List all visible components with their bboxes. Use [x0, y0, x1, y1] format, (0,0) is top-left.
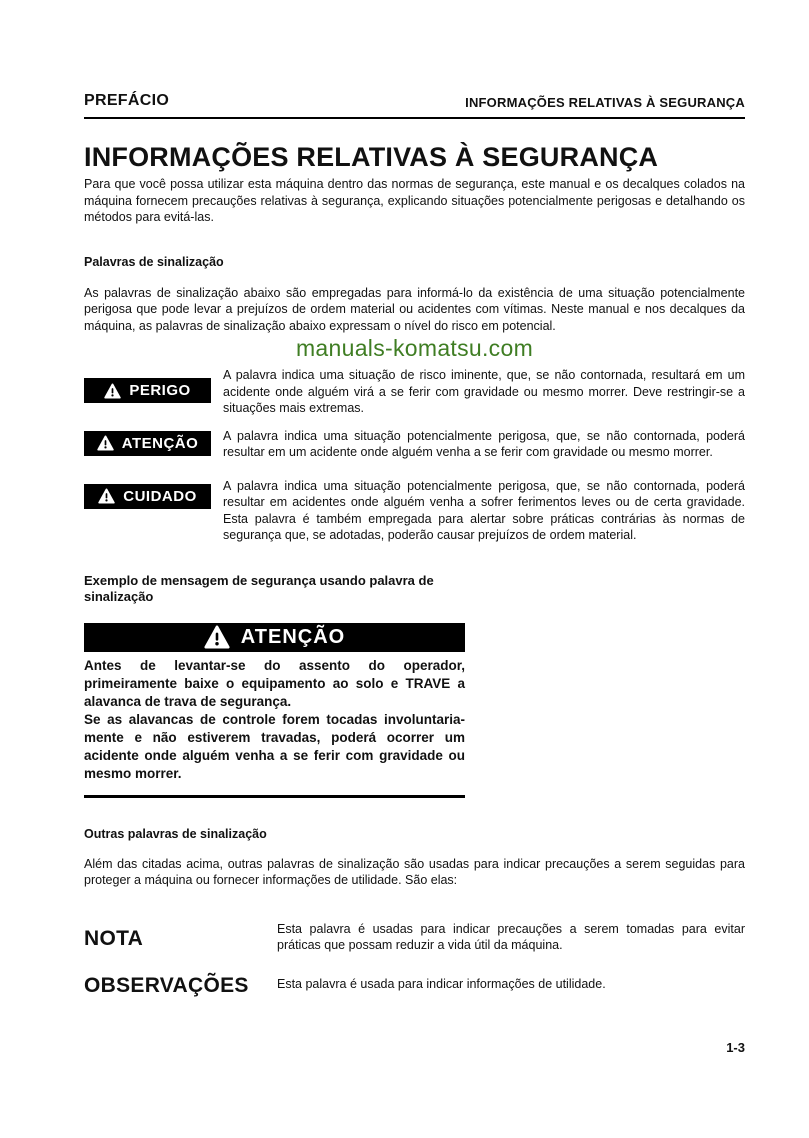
atencao-label-box — [84, 431, 211, 456]
warning-triangle-icon — [98, 488, 115, 504]
observacoes-description: Esta palavra é usada para indicar informações de utilidade. — [277, 976, 606, 991]
other-words-paragraph: Além das citadas acima, outras palavras de sinalização são usadas para indicar precauções a serem seguidas para proteger a máquina ou fornecer informações de utilidade. São elas: — [84, 856, 745, 887]
cuidado-label: CUIDADO — [123, 487, 197, 505]
example-paragraph: Antes de levantar-se do assento do operador, primeiramente baixe o equipamento ao solo e TRAVE a alavanca de trava de segurança. — [84, 657, 465, 709]
warning-triangle-icon — [104, 383, 121, 399]
atencao-description: A palavra indica uma situação potencialmente perigosa, que, se não contornada, poderá resultar em um acidente onde alguém venha a se ferir com gravidade ou mesmo morrer. — [223, 428, 745, 459]
example-warning-text — [84, 657, 465, 783]
cuidado-description: A palavra indica uma situação potencialmente perigosa, que, se não contornada, poderá resultar em acidentes onde alguém venha a sofrer ferimentos leves ou de certa gravidade. Esta palavra é também empregada para alertar sobre práticas contrárias às normas de segurança que, se adotadas, poderão causar prejuízos de ordem material. — [223, 478, 745, 542]
other-words-heading: Outras palavras de sinalização — [84, 826, 267, 841]
perigo-description: A palavra indica uma situação de risco iminente, que, se não contornada, resultará em um acidente onde alguém virá a se ferir com gravidade ou mesmo morrer. Deve restringir-se a situações mais extremas. — [223, 368, 745, 415]
page-number: 1-3 — [726, 1040, 745, 1055]
nota-description: Esta palavra é usadas para indicar precauções a serem tomadas para evitar práticas que possam reduzir a vida útil da máquina. — [277, 921, 745, 952]
warning-triangle-icon — [204, 625, 230, 649]
signal-word-row-cuidado — [84, 478, 745, 544]
header-section-title: PREFÁCIO — [84, 92, 170, 109]
header-chapter-title: INFORMAÇÕES RELATIVAS À SEGURANÇA — [465, 95, 745, 110]
signal-words-heading: Palavras de sinalização — [84, 254, 224, 269]
observacoes-label: OBSERVAÇÕES — [84, 973, 249, 997]
manual-page — [84, 92, 745, 998]
example-paragraph: Se as alavancas de controle forem tocadas involuntaria-mente e não estiverem travadas, poderá ocorrer um acidente onde alguém venha a se ferir com gravidade ou mesmo morrer. — [84, 711, 465, 781]
atencao-label: ATENÇÃO — [121, 434, 199, 452]
intro-paragraph: Para que você possa utilizar esta máquina dentro das normas de segurança, este manual e os decalques colados na máquina fornecem precauções relativas à segurança, explicando situações potencialmente perigosas e detalhando os métodos para evitá-las. — [84, 177, 745, 224]
running-header — [84, 92, 745, 119]
example-banner-label: ATENÇÃO — [240, 625, 346, 648]
page-title: INFORMAÇÕES RELATIVAS À SEGURANÇA — [84, 142, 659, 172]
example-warning-block — [84, 623, 465, 798]
perigo-label-box — [84, 378, 211, 403]
example-heading: Exemplo de mensagem de segurança usando palavra de sinalização — [84, 572, 434, 604]
example-warning-banner — [84, 623, 465, 652]
warning-triangle-icon — [97, 435, 114, 451]
nota-row — [84, 921, 745, 954]
watermark-text: manuals-komatsu.com — [295, 335, 534, 361]
example-bottom-rule — [84, 795, 465, 798]
signal-words-paragraph: As palavras de sinalização abaixo são empregadas para informá-lo da existência de uma situação potencialmente perigosa que pode levar a prejuízos de ordem material ou acidentes com vítimas. Neste manual e nos decalques da máquina, as palavras de sinalização abaixo expressam o nível do risco em potencial. — [84, 285, 745, 333]
nota-label: NOTA — [84, 926, 144, 950]
perigo-label: PERIGO — [129, 382, 191, 399]
cuidado-label-box — [84, 484, 211, 509]
signal-word-row-perigo — [84, 367, 745, 417]
signal-word-row-atencao — [84, 428, 745, 461]
observacoes-row — [84, 973, 745, 998]
